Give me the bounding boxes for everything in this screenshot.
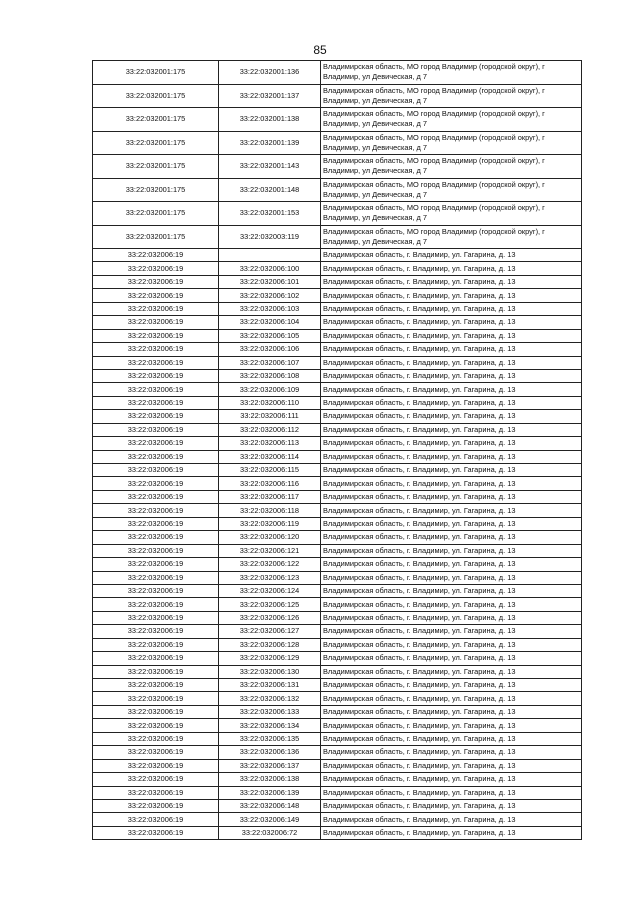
cadastral-number-cell: 33:22:032006:129 [219,652,321,665]
table-row [93,799,582,812]
parent-cadastral-number-cell: 33:22:032006:19 [93,262,219,275]
parent-cadastral-number-cell: 33:22:032006:19 [93,396,219,409]
parent-cadastral-number-cell: 33:22:032006:19 [93,638,219,651]
address-cell: Владимирская область, г. Владимир, ул. Гагарина, д. 13 [321,705,582,718]
parent-cadastral-number-cell: 33:22:032006:19 [93,813,219,826]
cadastral-number-cell: 33:22:032001:136 [219,61,321,85]
table-row [93,746,582,759]
parent-cadastral-number-cell: 33:22:032006:19 [93,584,219,597]
cadastral-number-cell: 33:22:032006:122 [219,558,321,571]
table-row [93,490,582,503]
address-cell: Владимирская область, г. Владимир, ул. Гагарина, д. 13 [321,490,582,503]
address-cell: Владимирская область, г. Владимир, ул. Гагарина, д. 13 [321,396,582,409]
cadastral-number-cell: 33:22:032006:128 [219,638,321,651]
parent-cadastral-number-cell: 33:22:032006:19 [93,450,219,463]
cadastral-number-cell: 33:22:032006:102 [219,289,321,302]
table-row [93,84,582,108]
address-cell: Владимирская область, г. Владимир, ул. Гагарина, д. 13 [321,571,582,584]
cadastral-number-cell: 33:22:032006:113 [219,437,321,450]
table-row [93,369,582,382]
table-row [93,464,582,477]
parent-cadastral-number-cell: 33:22:032006:19 [93,437,219,450]
address-cell: Владимирская область, МО город Владимир (городской округ), г Владимир, ул Девическая, д 7 [321,84,582,108]
cadastral-number-cell: 33:22:032006:139 [219,786,321,799]
address-cell: Владимирская область, г. Владимир, ул. Гагарина, д. 13 [321,826,582,839]
table-row [93,289,582,302]
table-row [93,316,582,329]
parent-cadastral-number-cell: 33:22:032006:19 [93,275,219,288]
address-cell: Владимирская область, МО город Владимир (городской округ), г Владимир, ул Девическая, д 7 [321,225,582,249]
address-cell: Владимирская область, г. Владимир, ул. Гагарина, д. 13 [321,786,582,799]
address-cell: Владимирская область, г. Владимир, ул. Гагарина, д. 13 [321,759,582,772]
cadastral-number-cell: 33:22:032006:137 [219,759,321,772]
parent-cadastral-number-cell: 33:22:032006:19 [93,423,219,436]
parent-cadastral-number-cell: 33:22:032006:19 [93,464,219,477]
table-row [93,61,582,85]
table-row [93,531,582,544]
address-cell: Владимирская область, г. Владимир, ул. Гагарина, д. 13 [321,746,582,759]
address-cell: Владимирская область, г. Владимир, ул. Гагарина, д. 13 [321,302,582,315]
address-cell: Владимирская область, г. Владимир, ул. Гагарина, д. 13 [321,732,582,745]
cadastral-number-cell: 33:22:032006:106 [219,343,321,356]
parent-cadastral-number-cell: 33:22:032006:19 [93,665,219,678]
address-cell: Владимирская область, г. Владимир, ул. Гагарина, д. 13 [321,638,582,651]
parent-cadastral-number-cell: 33:22:032006:19 [93,249,219,262]
parent-cadastral-number-cell: 33:22:032006:19 [93,719,219,732]
parent-cadastral-number-cell: 33:22:032006:19 [93,531,219,544]
cadastral-number-cell: 33:22:032006:111 [219,410,321,423]
table-row [93,202,582,226]
table-row [93,517,582,530]
cadastral-number-cell: 33:22:032001:148 [219,178,321,202]
parent-cadastral-number-cell: 33:22:032006:19 [93,705,219,718]
table-row [93,759,582,772]
parent-cadastral-number-cell: 33:22:032006:19 [93,692,219,705]
table-body [93,61,582,840]
cadastral-number-cell: 33:22:032006:135 [219,732,321,745]
page-number: 85 [313,43,327,57]
address-cell: Владимирская область, г. Владимир, ул. Гагарина, д. 13 [321,598,582,611]
cadastral-number-cell: 33:22:032006:124 [219,584,321,597]
address-cell: Владимирская область, г. Владимир, ул. Гагарина, д. 13 [321,719,582,732]
cadastral-number-cell: 33:22:032006:114 [219,450,321,463]
table-row [93,813,582,826]
cadastral-table [92,60,582,840]
address-cell: Владимирская область, г. Владимир, ул. Гагарина, д. 13 [321,450,582,463]
cadastral-number-cell: 33:22:032006:105 [219,329,321,342]
address-cell: Владимирская область, МО город Владимир (городской округ), г Владимир, ул Девическая, д 7 [321,202,582,226]
table-row [93,786,582,799]
table-row [93,450,582,463]
table-row [93,611,582,624]
parent-cadastral-number-cell: 33:22:032001:175 [93,178,219,202]
table-row [93,732,582,745]
parent-cadastral-number-cell: 33:22:032006:19 [93,477,219,490]
table-row [93,598,582,611]
table-row [93,356,582,369]
cadastral-number-cell: 33:22:032006:132 [219,692,321,705]
table-row [93,262,582,275]
table-row [93,652,582,665]
cadastral-number-cell: 33:22:032001:153 [219,202,321,226]
address-cell: Владимирская область, г. Владимир, ул. Гагарина, д. 13 [321,249,582,262]
address-cell: Владимирская область, г. Владимир, ул. Гагарина, д. 13 [321,329,582,342]
address-cell: Владимирская область, г. Владимир, ул. Гагарина, д. 13 [321,437,582,450]
table-row [93,437,582,450]
table-row [93,108,582,132]
parent-cadastral-number-cell: 33:22:032006:19 [93,544,219,557]
address-cell: Владимирская область, г. Владимир, ул. Гагарина, д. 13 [321,625,582,638]
cadastral-number-cell: 33:22:032006:149 [219,813,321,826]
table-row [93,225,582,249]
table-row [93,504,582,517]
table-row [93,719,582,732]
address-cell: Владимирская область, г. Владимир, ул. Гагарина, д. 13 [321,611,582,624]
table-row [93,571,582,584]
address-cell: Владимирская область, г. Владимир, ул. Гагарина, д. 13 [321,544,582,557]
address-cell: Владимирская область, г. Владимир, ул. Гагарина, д. 13 [321,813,582,826]
parent-cadastral-number-cell: 33:22:032006:19 [93,746,219,759]
cadastral-number-cell: 33:22:032006:112 [219,423,321,436]
address-cell: Владимирская область, г. Владимир, ул. Гагарина, д. 13 [321,665,582,678]
address-cell: Владимирская область, г. Владимир, ул. Гагарина, д. 13 [321,517,582,530]
table-row [93,155,582,179]
parent-cadastral-number-cell: 33:22:032006:19 [93,799,219,812]
parent-cadastral-number-cell: 33:22:032006:19 [93,343,219,356]
table-row [93,692,582,705]
cadastral-number-cell: 33:22:032006:121 [219,544,321,557]
cadastral-number-cell: 33:22:032006:148 [219,799,321,812]
address-cell: Владимирская область, г. Владимир, ул. Гагарина, д. 13 [321,558,582,571]
address-cell: Владимирская область, г. Владимир, ул. Гагарина, д. 13 [321,464,582,477]
parent-cadastral-number-cell: 33:22:032001:175 [93,202,219,226]
cadastral-number-cell: 33:22:032001:137 [219,84,321,108]
cadastral-number-cell [219,249,321,262]
address-cell: Владимирская область, г. Владимир, ул. Гагарина, д. 13 [321,504,582,517]
table-row [93,423,582,436]
cadastral-number-cell: 33:22:032006:108 [219,369,321,382]
parent-cadastral-number-cell: 33:22:032006:19 [93,611,219,624]
table-row [93,679,582,692]
parent-cadastral-number-cell: 33:22:032001:175 [93,84,219,108]
address-cell: Владимирская область, г. Владимир, ул. Гагарина, д. 13 [321,423,582,436]
address-cell: Владимирская область, г. Владимир, ул. Гагарина, д. 13 [321,289,582,302]
cadastral-number-cell: 33:22:032006:123 [219,571,321,584]
cadastral-number-cell: 33:22:032006:133 [219,705,321,718]
parent-cadastral-number-cell: 33:22:032006:19 [93,517,219,530]
address-cell: Владимирская область, г. Владимир, ул. Гагарина, д. 13 [321,477,582,490]
table-row [93,329,582,342]
parent-cadastral-number-cell: 33:22:032006:19 [93,786,219,799]
parent-cadastral-number-cell: 33:22:032001:175 [93,61,219,85]
parent-cadastral-number-cell: 33:22:032006:19 [93,625,219,638]
address-cell: Владимирская область, МО город Владимир (городской округ), г Владимир, ул Девическая, д 7 [321,155,582,179]
address-cell: Владимирская область, г. Владимир, ул. Гагарина, д. 13 [321,369,582,382]
parent-cadastral-number-cell: 33:22:032001:175 [93,155,219,179]
address-cell: Владимирская область, МО город Владимир (городской округ), г Владимир, ул Девическая, д 7 [321,131,582,155]
cadastral-number-cell: 33:22:032006:103 [219,302,321,315]
cadastral-number-cell: 33:22:032006:107 [219,356,321,369]
address-cell: Владимирская область, г. Владимир, ул. Гагарина, д. 13 [321,799,582,812]
table-row [93,625,582,638]
table-row [93,275,582,288]
cadastral-number-cell: 33:22:032006:138 [219,773,321,786]
address-cell: Владимирская область, МО город Владимир (городской округ), г Владимир, ул Девическая, д 7 [321,108,582,132]
cadastral-number-cell: 33:22:032003:119 [219,225,321,249]
table-row [93,665,582,678]
table-row [93,584,582,597]
parent-cadastral-number-cell: 33:22:032006:19 [93,289,219,302]
address-cell: Владимирская область, г. Владимир, ул. Гагарина, д. 13 [321,343,582,356]
address-cell: Владимирская область, г. Владимир, ул. Гагарина, д. 13 [321,275,582,288]
cadastral-number-cell: 33:22:032006:101 [219,275,321,288]
parent-cadastral-number-cell: 33:22:032006:19 [93,679,219,692]
table-row [93,544,582,557]
parent-cadastral-number-cell: 33:22:032006:19 [93,773,219,786]
address-cell: Владимирская область, МО город Владимир (городской округ), г Владимир, ул Девическая, д 7 [321,61,582,85]
parent-cadastral-number-cell: 33:22:032006:19 [93,504,219,517]
table-row [93,396,582,409]
address-cell: Владимирская область, г. Владимир, ул. Гагарина, д. 13 [321,679,582,692]
address-cell: Владимирская область, г. Владимир, ул. Гагарина, д. 13 [321,531,582,544]
cadastral-number-cell: 33:22:032001:138 [219,108,321,132]
parent-cadastral-number-cell: 33:22:032001:175 [93,108,219,132]
address-cell: Владимирская область, г. Владимир, ул. Гагарина, д. 13 [321,773,582,786]
table-row [93,343,582,356]
table-row [93,383,582,396]
parent-cadastral-number-cell: 33:22:032006:19 [93,369,219,382]
address-cell: Владимирская область, г. Владимир, ул. Гагарина, д. 13 [321,262,582,275]
table-row [93,131,582,155]
cadastral-number-cell: 33:22:032001:139 [219,131,321,155]
table-row [93,178,582,202]
table-row [93,477,582,490]
parent-cadastral-number-cell: 33:22:032006:19 [93,410,219,423]
table-row [93,410,582,423]
cadastral-number-cell: 33:22:032006:126 [219,611,321,624]
table-row [93,638,582,651]
parent-cadastral-number-cell: 33:22:032006:19 [93,759,219,772]
cadastral-number-cell: 33:22:032006:127 [219,625,321,638]
parent-cadastral-number-cell: 33:22:032006:19 [93,558,219,571]
cadastral-number-cell: 33:22:032006:116 [219,477,321,490]
cadastral-number-cell: 33:22:032006:119 [219,517,321,530]
table-row [93,302,582,315]
cadastral-number-cell: 33:22:032006:120 [219,531,321,544]
parent-cadastral-number-cell: 33:22:032006:19 [93,329,219,342]
parent-cadastral-number-cell: 33:22:032006:19 [93,356,219,369]
address-cell: Владимирская область, г. Владимир, ул. Гагарина, д. 13 [321,316,582,329]
address-cell: Владимирская область, г. Владимир, ул. Гагарина, д. 13 [321,410,582,423]
address-cell: Владимирская область, г. Владимир, ул. Гагарина, д. 13 [321,692,582,705]
parent-cadastral-number-cell: 33:22:032006:19 [93,383,219,396]
address-cell: Владимирская область, г. Владимир, ул. Гагарина, д. 13 [321,356,582,369]
parent-cadastral-number-cell: 33:22:032006:19 [93,826,219,839]
address-cell: Владимирская область, МО город Владимир (городской округ), г Владимир, ул Девическая, д 7 [321,178,582,202]
table-row [93,705,582,718]
cadastral-number-cell: 33:22:032006:109 [219,383,321,396]
parent-cadastral-number-cell: 33:22:032001:175 [93,225,219,249]
cadastral-number-cell: 33:22:032006:136 [219,746,321,759]
table-row [93,773,582,786]
cadastral-number-cell: 33:22:032001:143 [219,155,321,179]
address-cell: Владимирская область, г. Владимир, ул. Гагарина, д. 13 [321,652,582,665]
cadastral-number-cell: 33:22:032006:125 [219,598,321,611]
table-row [93,249,582,262]
cadastral-number-cell: 33:22:032006:134 [219,719,321,732]
cadastral-number-cell: 33:22:032006:100 [219,262,321,275]
table-row [93,558,582,571]
address-cell: Владимирская область, г. Владимир, ул. Гагарина, д. 13 [321,383,582,396]
cadastral-number-cell: 33:22:032006:131 [219,679,321,692]
parent-cadastral-number-cell: 33:22:032006:19 [93,598,219,611]
parent-cadastral-number-cell: 33:22:032006:19 [93,490,219,503]
cadastral-number-cell: 33:22:032006:72 [219,826,321,839]
parent-cadastral-number-cell: 33:22:032006:19 [93,571,219,584]
cadastral-number-cell: 33:22:032006:117 [219,490,321,503]
parent-cadastral-number-cell: 33:22:032006:19 [93,302,219,315]
parent-cadastral-number-cell: 33:22:032001:175 [93,131,219,155]
cadastral-number-cell: 33:22:032006:110 [219,396,321,409]
cadastral-number-cell: 33:22:032006:115 [219,464,321,477]
cadastral-number-cell: 33:22:032006:118 [219,504,321,517]
address-cell: Владимирская область, г. Владимир, ул. Гагарина, д. 13 [321,584,582,597]
table-row [93,826,582,839]
parent-cadastral-number-cell: 33:22:032006:19 [93,652,219,665]
parent-cadastral-number-cell: 33:22:032006:19 [93,316,219,329]
cadastral-number-cell: 33:22:032006:130 [219,665,321,678]
parent-cadastral-number-cell: 33:22:032006:19 [93,732,219,745]
cadastral-number-cell: 33:22:032006:104 [219,316,321,329]
